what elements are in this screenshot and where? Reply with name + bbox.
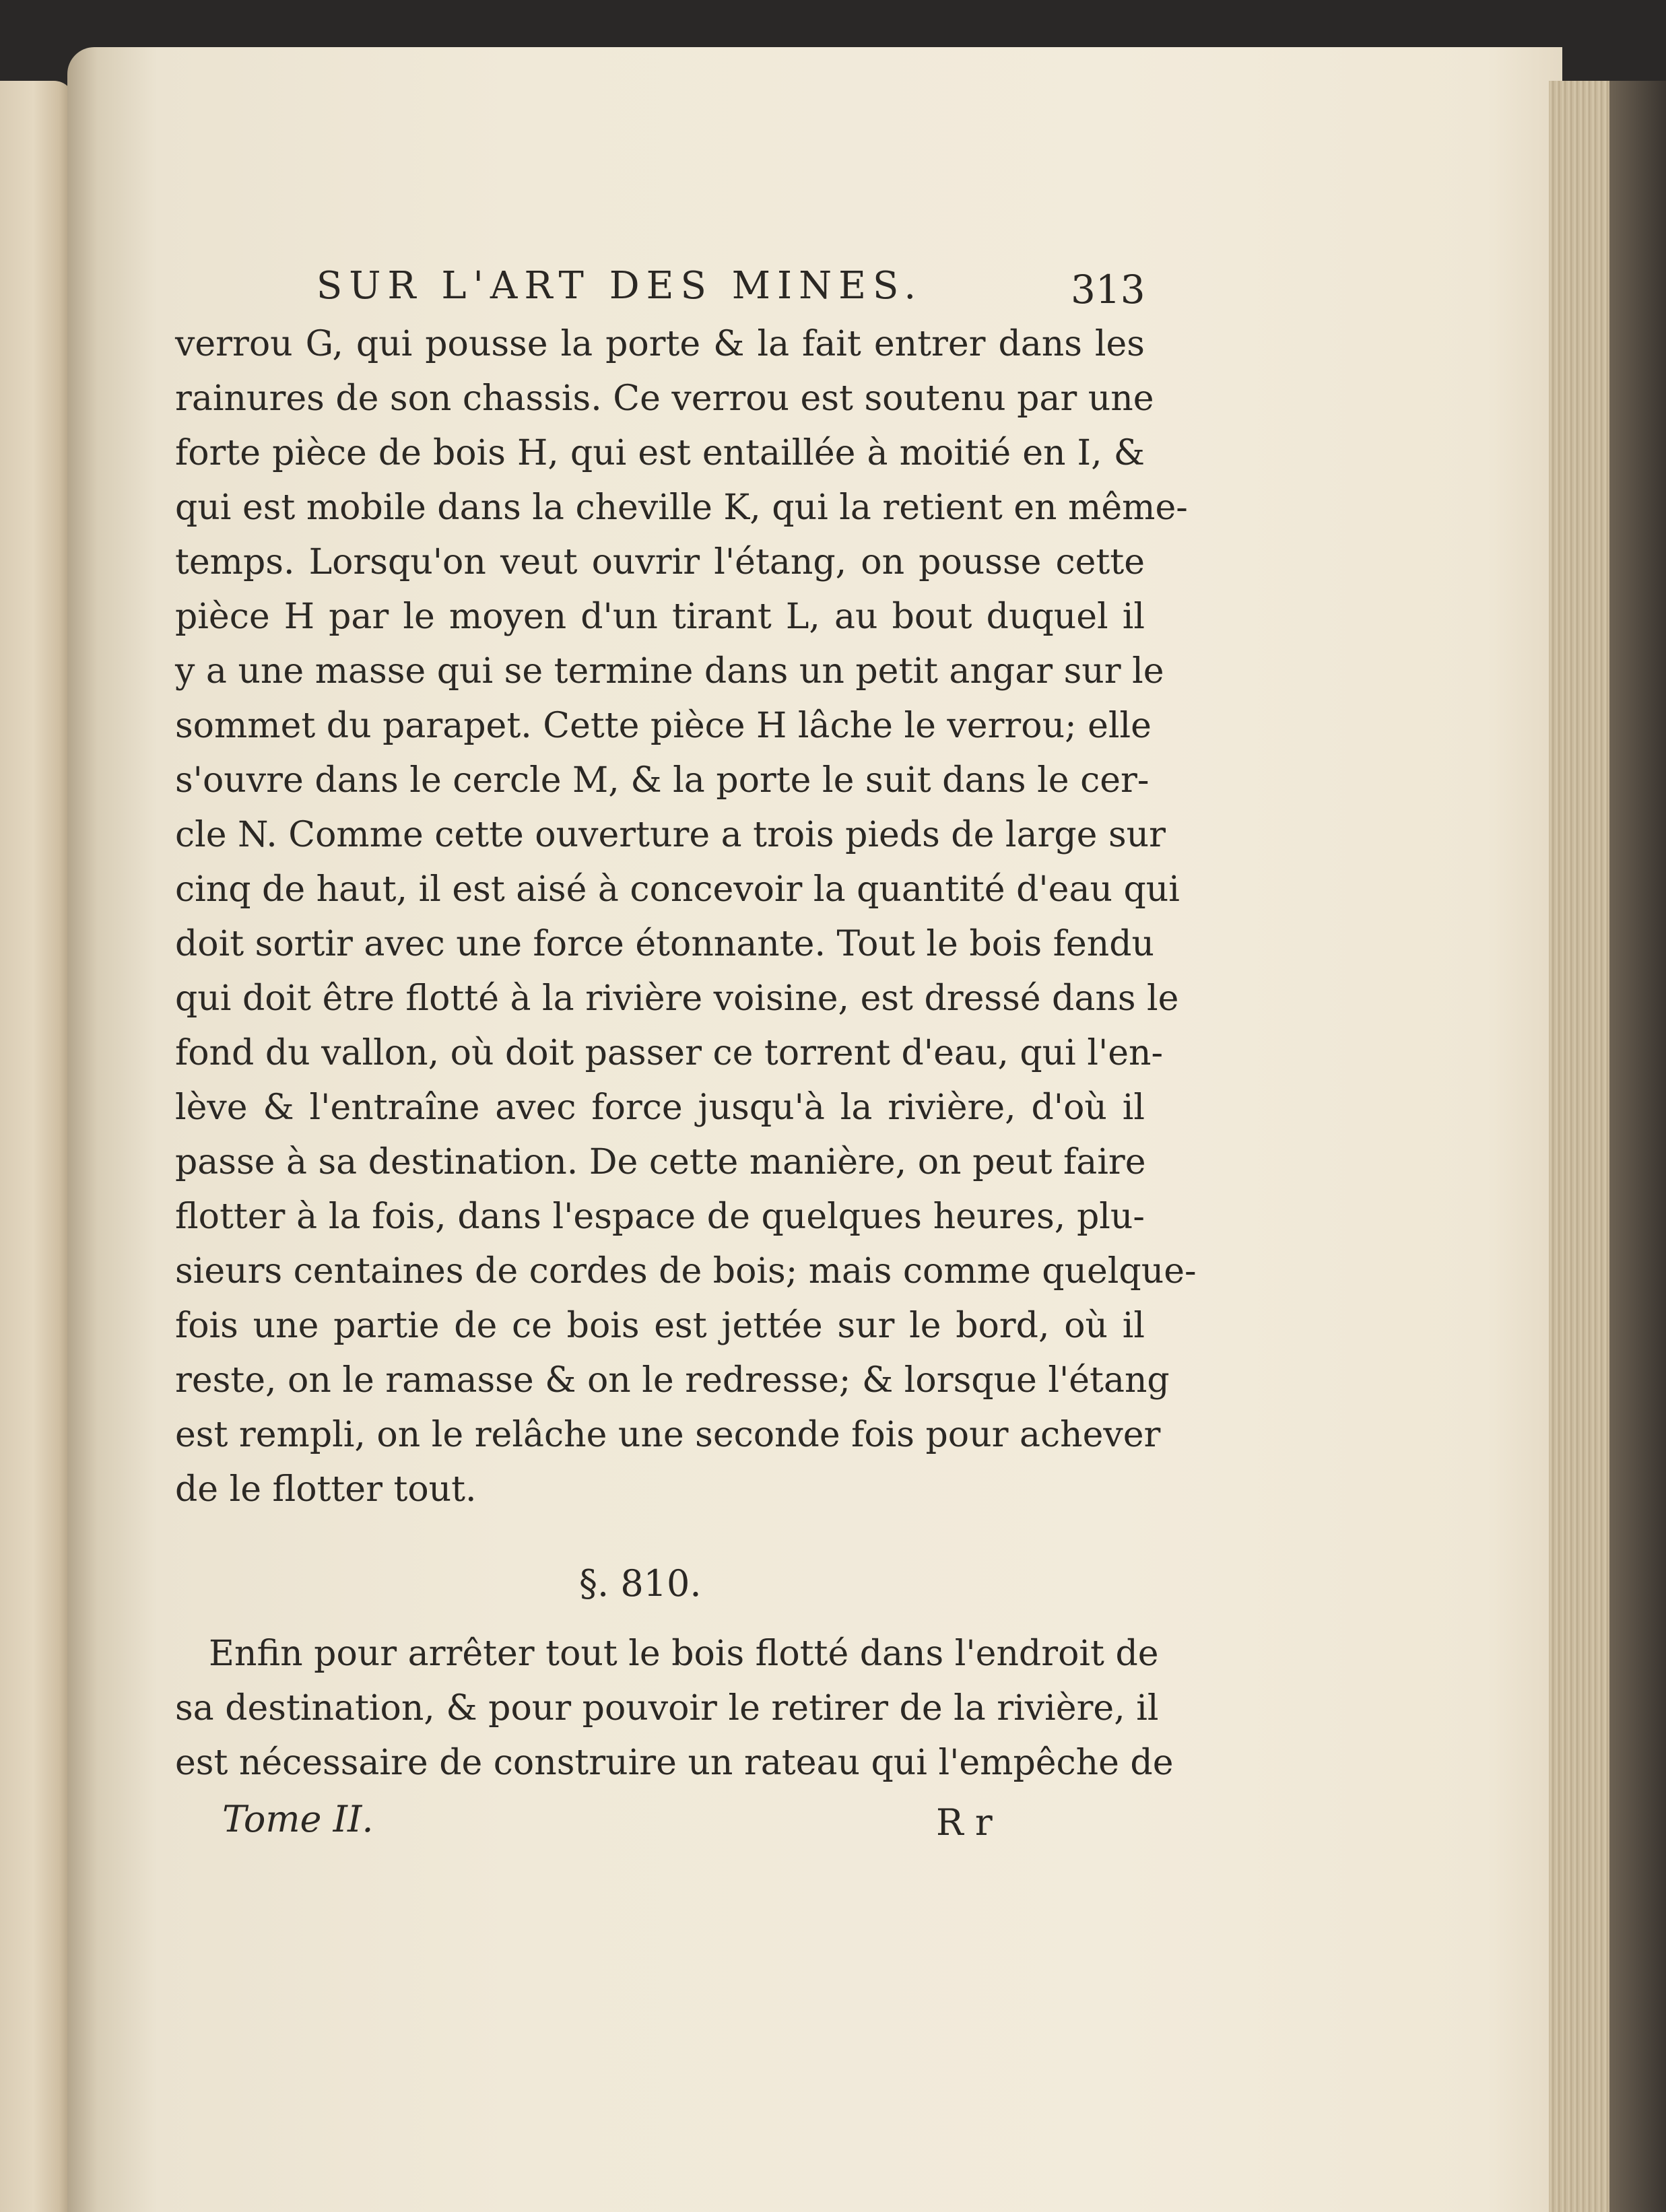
page-number: 313: [1071, 267, 1145, 312]
text-line: doit sortir avec une force étonnante. Tout le bois fendu: [175, 924, 1155, 964]
text-line: fond du vallon, où doit passer ce torrent d'eau, qui l'en-: [175, 1033, 1164, 1073]
text-line: flotter à la fois, dans l'espace de quelques heures, plu-: [175, 1197, 1145, 1237]
text-line: sommet du parapet. Cette pièce H lâche le verrou; elle: [175, 706, 1152, 746]
text-line: s'ouvre dans le cercle M, & la porte le suit dans le cer-: [175, 760, 1149, 801]
running-head: SUR L'ART DES MINES.: [316, 264, 923, 308]
text-line: est rempli, on le relâche une seconde fois pour achever: [175, 1415, 1161, 1455]
volume-footer: Tome II.: [222, 1798, 374, 1840]
text-line: qui est mobile dans la cheville K, qui la retient en même-: [175, 488, 1188, 528]
text-line: cinq de haut, il est aisé à concevoir la quantité d'eau qui: [175, 869, 1180, 910]
section-heading: §. 810.: [579, 1562, 702, 1605]
text-line: sa destination, & pour pouvoir le retirer de la rivière, il: [175, 1688, 1159, 1729]
text-line: rainures de son chassis. Ce verrou est soutenu par une: [175, 378, 1154, 419]
text-line: verrou G, qui pousse la porte & la fait entrer dans les: [175, 324, 1145, 364]
text-line: cle N. Comme cette ouverture a trois pieds de large sur: [175, 815, 1166, 855]
text-line: de le flotter tout.: [175, 1469, 477, 1510]
text-line: fois une partie de ce bois est jettée sur le bord, où il: [175, 1306, 1145, 1346]
text-line: est nécessaire de construire un rateau qui l'empêche de: [175, 1743, 1174, 1783]
text-line: passe à sa destination. De cette manière, on peut faire: [175, 1142, 1146, 1182]
text-line: Enfin pour arrêter tout le bois flotté dans l'endroit de: [209, 1634, 1159, 1674]
text-line: forte pièce de bois H, qui est entaillée à moitié en I, &: [175, 433, 1145, 473]
text-line: reste, on le ramasse & on le redresse; & lorsque l'étang: [175, 1360, 1170, 1401]
text-line: qui doit être flotté à la rivière voisine, est dressé dans le: [175, 978, 1179, 1019]
text-line: lève & l'entraîne avec force jusqu'à la rivière, d'où il: [175, 1087, 1145, 1128]
page-edges: [1549, 81, 1616, 2212]
text-line: temps. Lorsqu'on veut ouvrir l'étang, on pousse cette: [175, 542, 1145, 582]
book-page: [67, 47, 1562, 2212]
text-line: y a une masse qui se termine dans un petit angar sur le: [175, 651, 1164, 692]
fore-edge-shadow: [1609, 81, 1666, 2212]
previous-page-edge: [0, 81, 74, 2212]
text-line: sieurs centaines de cordes de bois; mais comme quelque-: [175, 1251, 1197, 1292]
signature-mark: R r: [936, 1801, 993, 1844]
text-line: pièce H par le moyen d'un tirant L, au bout duquel il: [175, 597, 1145, 637]
